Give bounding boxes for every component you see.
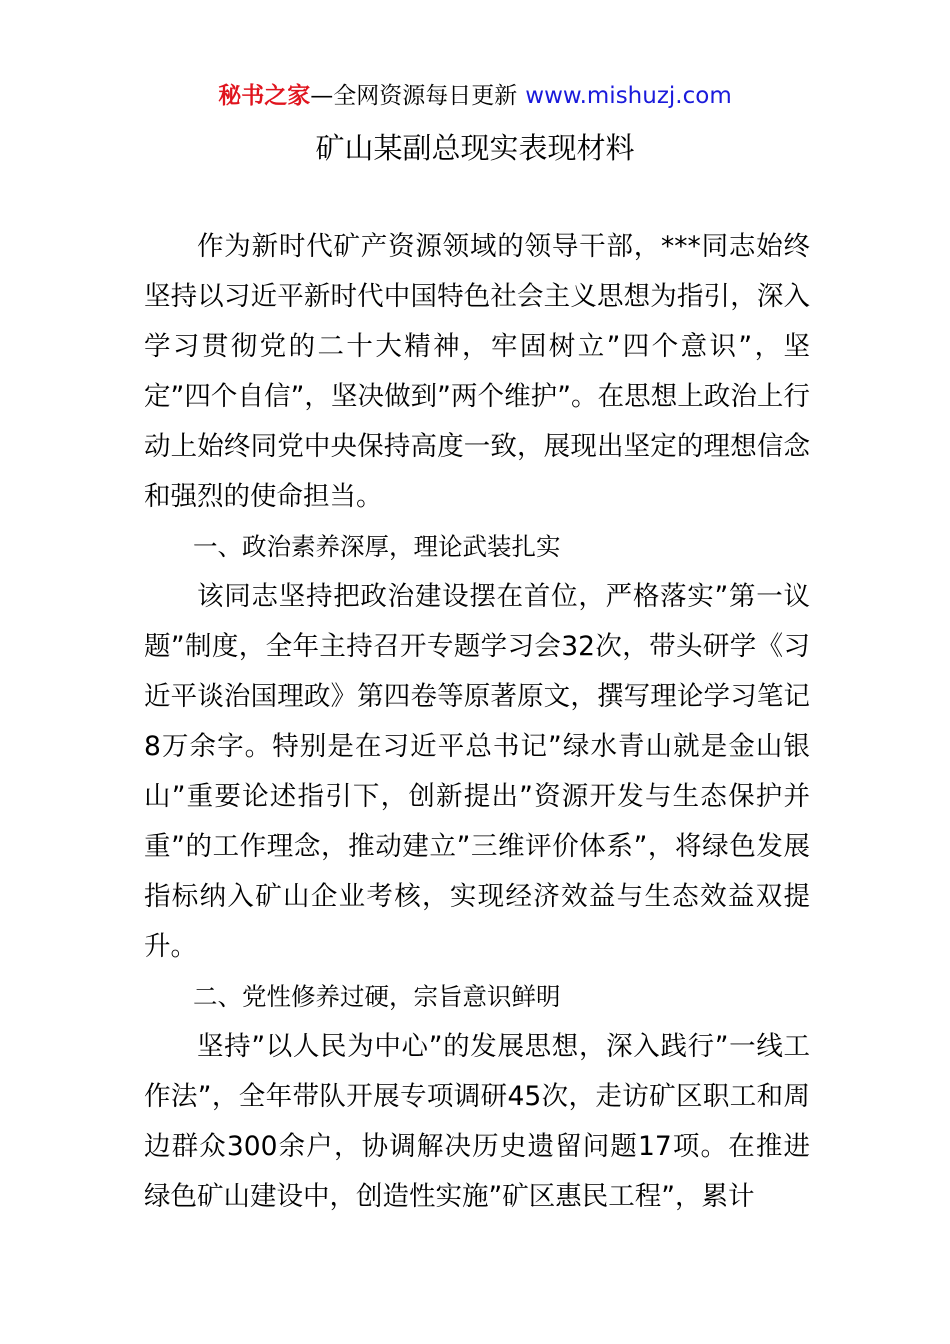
section-1-paragraph: 该同志坚持把政治建设摆在首位，严格落实”第一议题”制度，全年主持召开专题学习会32次，带头研学《习近平谈治国理政》第四卷等原著原文，撰写理论学习笔记8万余字。特别是在习近平总书记”绿水青山就是金山银山”重要论述指引下，创新提出”资源开发与生态保护并重”的工作理念，推动建立”三维评价体系”，将绿色发展指标纳入矿山企业考核，实现经济效益与生态效益双提升。 — [144, 581, 810, 962]
document-body — [144, 222, 810, 1222]
intro-paragraph: 作为新时代矿产资源领域的领导干部，***同志始终坚持以习近平新时代中国特色社会主义思想为指引，深入学习贯彻党的二十大精神，牢固树立”四个意识”，坚定”四个自信”，坚决做到”两个维护”。在思想上政治上行动上始终同党中央保持高度一致，展现出坚定的理想信念和强烈的使命担当。 — [144, 231, 810, 512]
section-heading-1: 一、政治素养深厚，理论武装扎实 — [193, 532, 561, 561]
brand-name: 秘书之家 — [218, 83, 311, 109]
site-header — [0, 80, 950, 112]
section-2-paragraph: 坚持”以人民为中心”的发展思想，深入践行”一线工作法”，全年带队开展专项调研45次，走访矿区职工和周边群众300余户，协调解决历史遗留问题17项。在推进绿色矿山建设中，创造性实施”矿区惠民工程”，累计 — [144, 1031, 810, 1212]
site-url[interactable]: www.mishuzj.com — [525, 83, 732, 109]
header-slogan: —全网资源每日更新 — [310, 83, 518, 109]
section-heading-2: 二、党性修养过硬，宗旨意识鲜明 — [193, 982, 561, 1011]
document-title: 矿山某副总现实表现材料 — [315, 131, 635, 165]
